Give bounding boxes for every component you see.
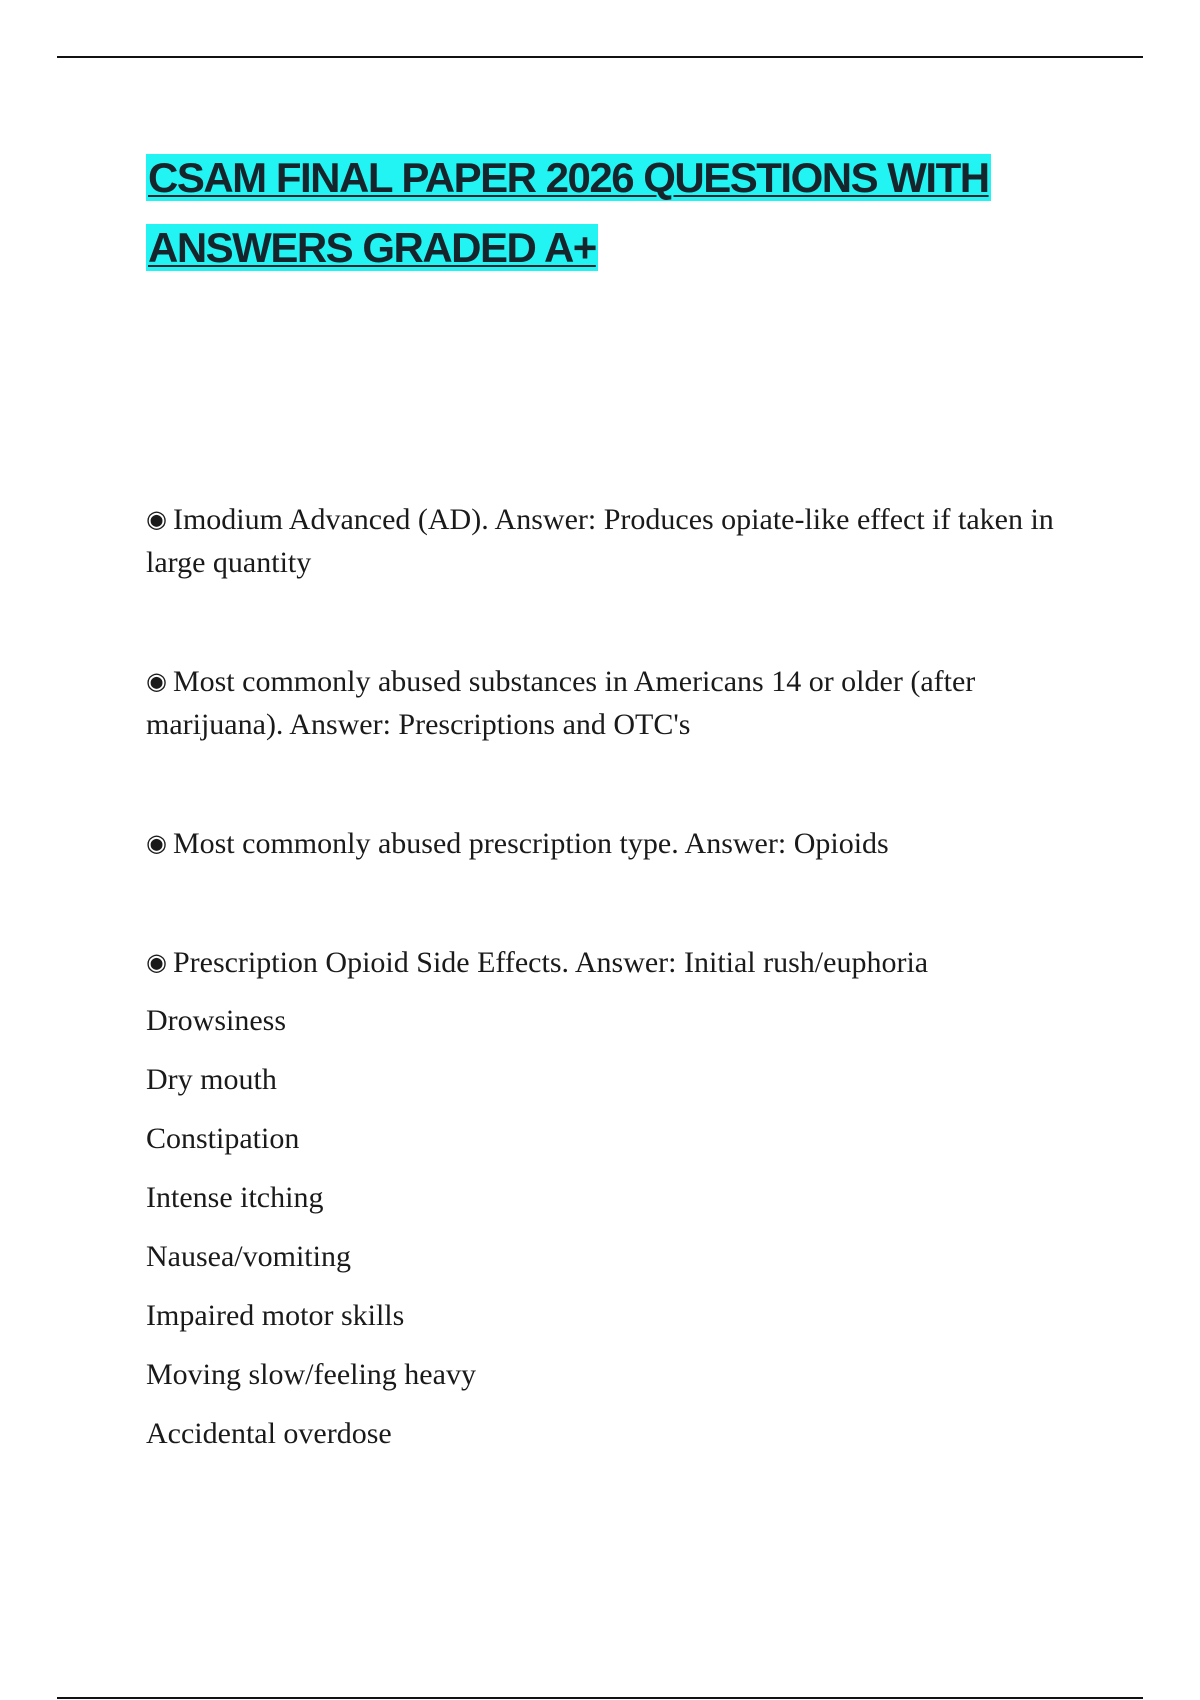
footer-rule [57, 1697, 1143, 1699]
radio-bullet-icon: ◉ [146, 505, 167, 533]
qa-text: Most commonly abused prescription type. Answer: Opioids [172, 827, 889, 860]
qa-text: Prescription Opioid Side Effects. Answer: Initial rush/euphoria [172, 946, 929, 979]
radio-bullet-icon: ◉ [146, 829, 167, 857]
qa-text: Most commonly abused substances in Americans 14 or older (after marijuana). Answer: Prescriptions and OTC's [146, 665, 976, 741]
document-title [146, 143, 1046, 283]
list-item: Intense itching [146, 1181, 324, 1214]
list-item: Accidental overdose [146, 1417, 392, 1450]
list-item: Dry mouth [146, 1063, 277, 1096]
qa-item-abused-substances [146, 660, 1066, 746]
list-item: Nausea/vomiting [146, 1240, 351, 1273]
list-item: Constipation [146, 1122, 300, 1155]
side-effects-list [146, 1003, 746, 1475]
qa-item-opioid-side-effects [146, 941, 1066, 984]
list-item: Drowsiness [146, 1004, 286, 1037]
qa-item-imodium [146, 498, 1066, 584]
list-item: Impaired motor skills [146, 1299, 405, 1332]
radio-bullet-icon: ◉ [146, 948, 167, 976]
title-line-1: CSAM FINAL PAPER 2026 QUESTIONS WITH [148, 154, 989, 201]
header-rule [57, 56, 1143, 58]
radio-bullet-icon: ◉ [146, 667, 167, 695]
qa-item-prescription-type [146, 822, 1066, 865]
title-line-2: ANSWERS GRADED A+ [148, 224, 596, 271]
qa-text: Imodium Advanced (AD). Answer: Produces opiate-like effect if taken in large quantity [146, 503, 1054, 579]
list-item: Moving slow/feeling heavy [146, 1358, 476, 1391]
